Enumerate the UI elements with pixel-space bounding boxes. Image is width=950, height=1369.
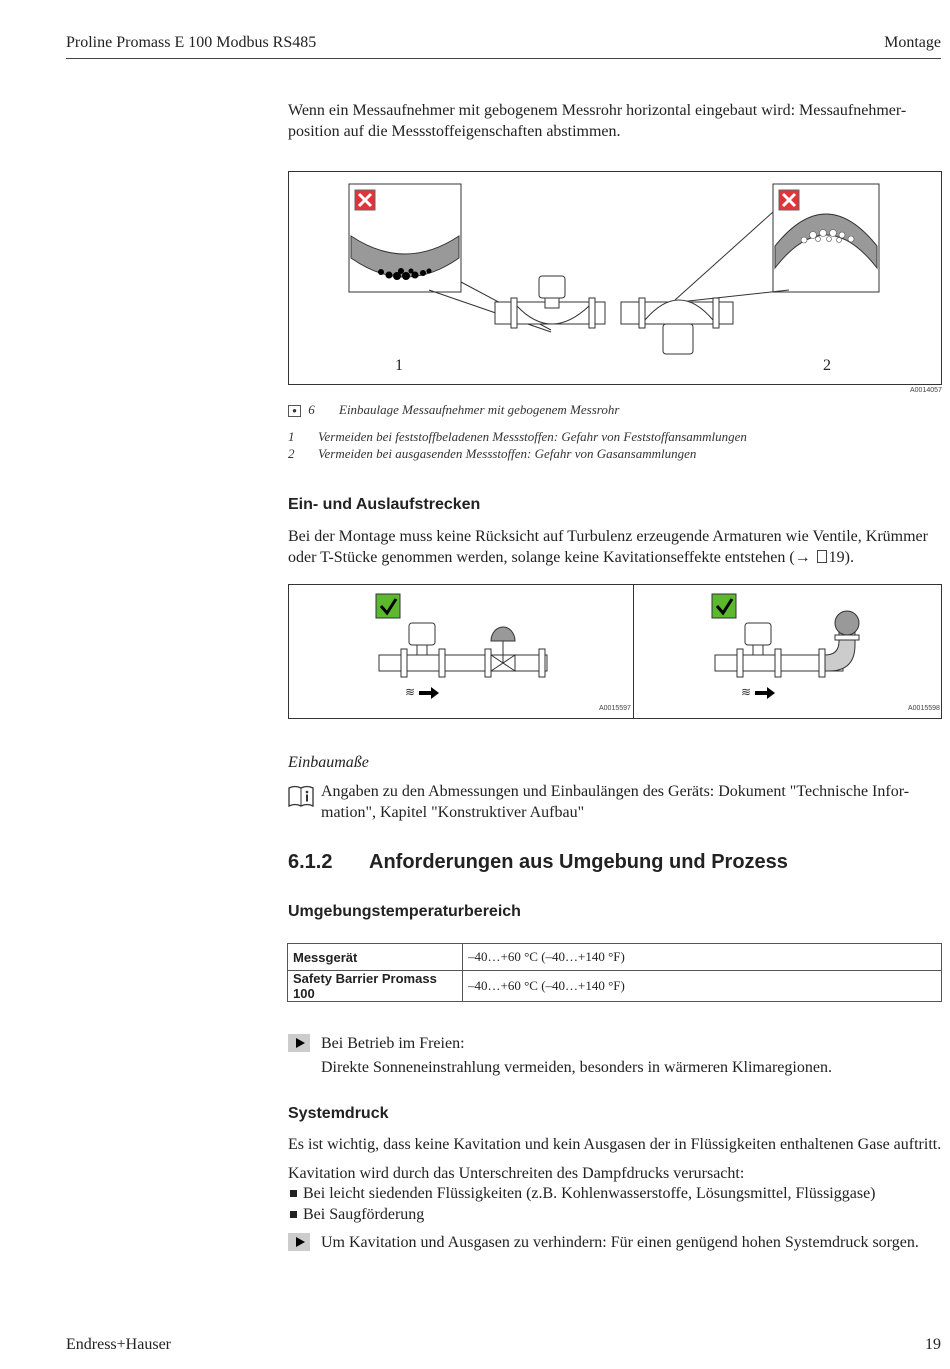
list-item: Bei leicht siedenden Flüssigkeiten (z.B. Kohlenwasserstoffe, Lösungsmittel, Flüssiggase): [288, 1183, 938, 1204]
pressure-step: Um Kavitation und Ausgasen zu verhindern: Für einen genügend hohen Systemdruck sorgen.: [321, 1234, 919, 1251]
svg-text:≋: ≋: [741, 685, 752, 699]
figure-code-right: A0015598: [908, 705, 940, 712]
legend-number: 2: [288, 446, 295, 461]
intro-text: Wenn ein Messaufnehmer mit gebogenem Messrohr horizontal eingebaut wird: Messaufnehmer-position auf die Messstoffeigenschaften abstimmen.: [288, 102, 907, 140]
ambient-temp-table: [287, 943, 942, 1002]
svg-text:≋: ≋: [405, 685, 416, 699]
green-check-icon: [376, 594, 400, 618]
legend-text: Vermeiden bei ausgasenden Messstoffen: Gefahr von Gasansammlungen: [318, 446, 697, 461]
table-cell-value: –40…+60 °C (–40…+140 °F): [463, 944, 942, 971]
page-number: 19: [925, 1336, 941, 1353]
figure-installation-bent-tube: [288, 171, 942, 385]
legend-text: Vermeiden bei feststoffbeladenen Messstoffen: Gefahr von Feststoffansammlungen: [318, 429, 747, 444]
legend-number: 1: [288, 429, 295, 444]
table-row: [288, 971, 942, 1002]
footer-company: Endress+Hauser: [66, 1336, 171, 1353]
page-ref[interactable]: 19).: [828, 549, 854, 566]
figure-inlet-runs: [288, 584, 942, 719]
figure-code-left: A0015597: [599, 705, 631, 712]
legend-item: [288, 429, 747, 445]
inlet-text: [288, 526, 943, 568]
figure-caption: [288, 402, 938, 418]
crossref-arrow: →: [794, 549, 811, 566]
step-arrow-icon: [288, 1034, 310, 1052]
step-title: Bei Betrieb im Freien:: [321, 1035, 465, 1052]
red-cross-icon: [779, 190, 799, 210]
list-item: Bei Saugförderung: [288, 1204, 938, 1225]
pressure-bullets: [288, 1183, 938, 1225]
dimensions-heading: Einbaumaße: [288, 754, 369, 771]
inlet-text-line-1: Bei der Montage muss keine Rücksicht auf Turbulenz erzeugende Armaturen wie Ventile, Krümmer: [288, 528, 928, 545]
figure-code: A0014057: [910, 387, 942, 394]
step-text: Direkte Sonneneinstrahlung vermeiden, besonders in wärmeren Klimaregionen.: [321, 1059, 832, 1076]
header-product: Proline Promass E 100 Modbus RS485: [66, 34, 317, 51]
pressure-p2: Kavitation wird durch das Unterschreiten des Dampfdrucks verursacht:: [288, 1165, 745, 1182]
ambient-heading: Umgebungstemperaturbereich: [288, 903, 521, 920]
page-ref-icon[interactable]: [817, 550, 827, 563]
section-heading: Ein- und Auslaufstrecken: [288, 496, 481, 513]
pressure-heading: Systemdruck: [288, 1105, 389, 1122]
figure-number: 6: [308, 402, 315, 417]
inlet-runs-illustration: [289, 585, 941, 718]
table-row: [288, 944, 942, 971]
section-title: Anforderungen aus Umgebung und Prozess: [369, 851, 788, 873]
green-check-icon: [712, 594, 736, 618]
book-info-icon: [287, 782, 315, 810]
table-cell-label: Safety Barrier Promass 100: [288, 971, 463, 1002]
dimensions-note: Angaben zu den Abmessungen und Einbaulängen des Geräts: Dokument "Technische Infor-mation", Kapitel "Konstruktiver Aufbau": [321, 783, 910, 821]
page-header: [66, 34, 941, 59]
section-number: 6.1.2: [288, 851, 333, 873]
bent-tube-illustration: [289, 172, 941, 384]
inlet-text-line-2: oder T-Stücke genommen werden, solange keine Kavitationseffekte entstehen (: [288, 549, 795, 566]
red-cross-icon: [355, 190, 375, 210]
figure-label-1: 1: [395, 357, 403, 374]
table-cell-label: Messgerät: [288, 944, 463, 971]
table-cell-value: –40…+60 °C (–40…+140 °F): [463, 971, 942, 1002]
legend-item: [288, 446, 697, 462]
step-arrow-icon: [288, 1233, 310, 1251]
pressure-p1: Es ist wichtig, dass keine Kavitation und kein Ausgasen der in Flüssigkeiten enthaltenen Gase auftritt.: [288, 1136, 942, 1153]
figure-title: Einbaulage Messaufnehmer mit gebogenem Messrohr: [339, 402, 620, 417]
figure-label-2: 2: [823, 357, 831, 374]
header-section: Montage: [884, 34, 941, 51]
figure-icon: ●: [288, 405, 301, 417]
